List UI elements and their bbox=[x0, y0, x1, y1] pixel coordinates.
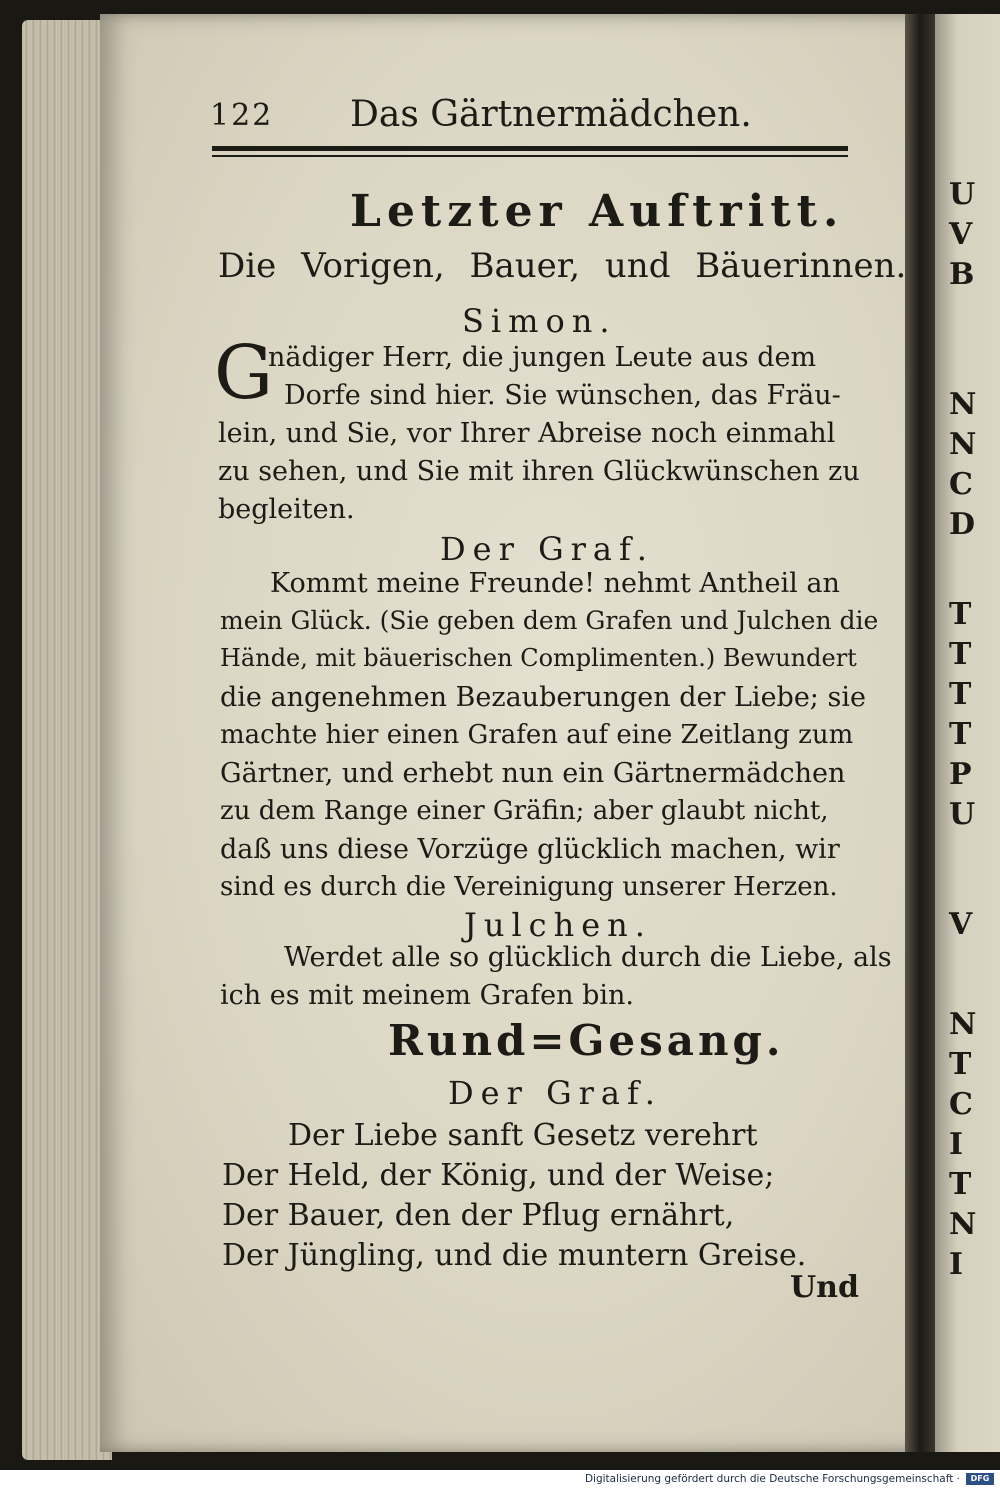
speaker-graf-song: Der Graf. bbox=[448, 1074, 662, 1112]
drop-cap: G bbox=[214, 330, 274, 416]
facing-letter: T bbox=[949, 597, 972, 632]
text-line: machte hier einen Grafen auf eine Zeitlang zum bbox=[220, 720, 854, 750]
text-line: nädiger Herr, die jungen Leute aus dem bbox=[268, 342, 817, 373]
facing-letter: T bbox=[949, 717, 972, 752]
digitization-credit: Digitalisierung gefördert durch die Deutsche Forschungsgemeinschaft · bbox=[584, 1473, 960, 1485]
text-line: mein Glück. (Sie geben dem Grafen und Julchen die bbox=[220, 606, 879, 635]
text-line: daß uns diese Vorzüge glücklich machen, wir bbox=[220, 834, 840, 865]
facing-letter: U bbox=[949, 797, 976, 832]
facing-letter: V bbox=[949, 907, 973, 942]
song-title: Rund=Gesang. bbox=[388, 1016, 785, 1065]
header-rule bbox=[212, 146, 848, 151]
facing-letter: I bbox=[949, 1247, 964, 1282]
text-line: die angenehmen Bezauberungen der Liebe; sie bbox=[220, 682, 866, 713]
facing-letter: N bbox=[949, 1007, 977, 1042]
catchword: Und bbox=[790, 1270, 859, 1305]
scene-title: Letzter Auftritt. bbox=[350, 186, 845, 237]
facing-letter: V bbox=[949, 217, 973, 252]
dfg-logo: DFG bbox=[966, 1473, 994, 1485]
text-line: Gärtner, und erhebt nun ein Gärtnermädchen bbox=[220, 758, 846, 789]
text-line: Werdet alle so glücklich durch die Liebe, als bbox=[284, 942, 892, 973]
facing-letter: I bbox=[949, 1127, 964, 1162]
facing-page-fragment bbox=[935, 14, 1000, 1452]
facing-letter: T bbox=[949, 1167, 972, 1202]
page-number: 122 bbox=[210, 98, 274, 133]
running-head: Das Gärtnermädchen. bbox=[350, 94, 752, 135]
facing-letter: U bbox=[949, 177, 976, 212]
speaker-graf: Der Graf. bbox=[440, 530, 654, 568]
verse-line: Der Jüngling, und die muntern Greise. bbox=[222, 1238, 807, 1273]
text-line: Dorfe sind hier. Sie wünschen, das Fräu- bbox=[284, 380, 841, 411]
facing-letter: D bbox=[949, 507, 976, 542]
facing-letter: T bbox=[949, 1047, 972, 1082]
facing-letter: P bbox=[949, 757, 972, 792]
facing-letter: N bbox=[949, 1207, 977, 1242]
facing-letter: B bbox=[949, 257, 975, 292]
facing-letter: T bbox=[949, 637, 972, 672]
text-line: lein, und Sie, vor Ihrer Abreise noch einmahl bbox=[218, 418, 836, 449]
facing-letter: N bbox=[949, 387, 977, 422]
page-stack-edges bbox=[22, 20, 112, 1460]
text-line: sind es durch die Vereinigung unserer Herzen. bbox=[220, 872, 838, 902]
verse-line: Der Liebe sanft Gesetz verehrt bbox=[288, 1118, 758, 1153]
header-rule-thin bbox=[212, 155, 848, 157]
speaker-julchen: Julchen. bbox=[464, 906, 652, 944]
verse-line: Der Held, der König, und der Weise; bbox=[222, 1158, 775, 1193]
scene-persons: Die Vorigen, Bauer, und Bäuerinnen. bbox=[218, 246, 907, 286]
text-line: Kommt meine Freunde! nehmt Antheil an bbox=[270, 568, 840, 599]
text-line: Hände, mit bäuerischen Complimenten.) Bewundert bbox=[220, 644, 857, 672]
verse-line: Der Bauer, den der Pflug ernährt, bbox=[222, 1198, 735, 1233]
text-line: begleiten. bbox=[218, 494, 355, 525]
facing-letter: T bbox=[949, 677, 972, 712]
text-line: ich es mit meinem Grafen bin. bbox=[220, 980, 634, 1011]
book-gutter bbox=[905, 14, 935, 1452]
text-line: zu sehen, und Sie mit ihren Glückwünschen zu bbox=[218, 456, 860, 487]
speaker-simon: Simon. bbox=[462, 302, 617, 340]
facing-letter: N bbox=[949, 427, 977, 462]
facing-letter: C bbox=[949, 1087, 973, 1122]
text-line: zu dem Range einer Gräfin; aber glaubt nicht, bbox=[220, 796, 829, 826]
facing-letter: C bbox=[949, 467, 973, 502]
